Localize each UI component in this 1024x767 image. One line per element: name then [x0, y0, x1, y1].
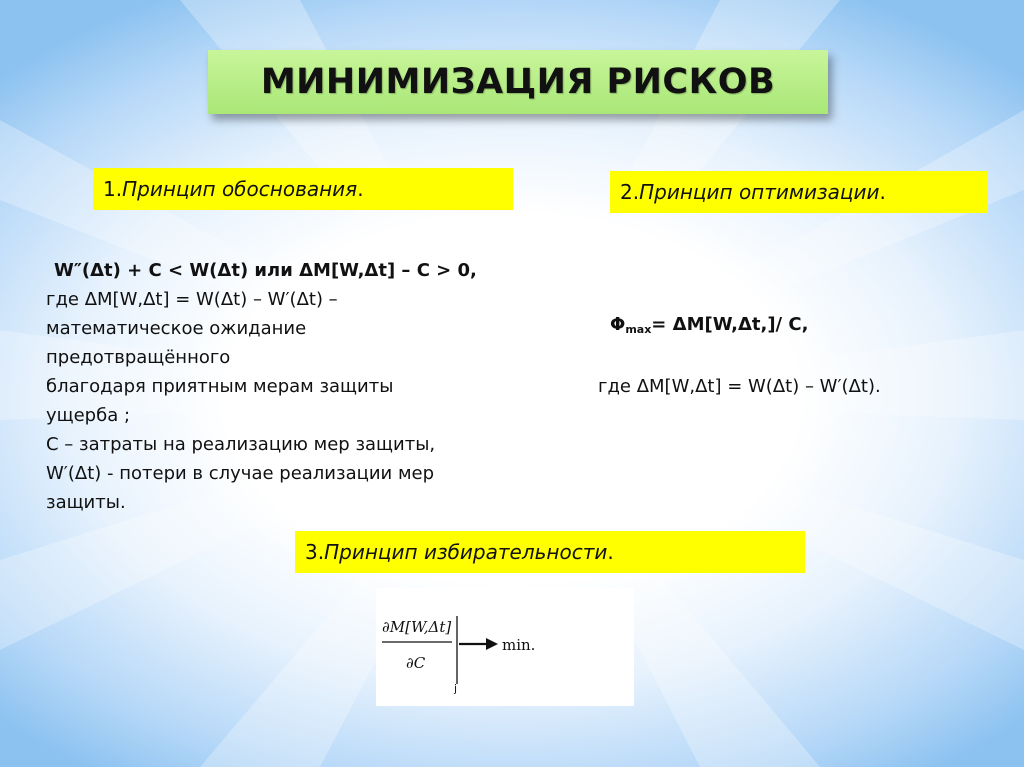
- selectivity-formula-svg: [376, 588, 634, 706]
- formula-result: min.: [502, 636, 536, 654]
- optimization-formula: [610, 314, 808, 336]
- principle-optimization-heading: [610, 171, 988, 213]
- principle-justification-heading: [93, 168, 513, 210]
- explanation-line: ущерба ;: [46, 405, 131, 426]
- explanation-line: C – затраты на реализацию мер защиты,: [46, 434, 436, 455]
- explanation-line: защиты.: [46, 492, 126, 513]
- principle-period: .: [879, 180, 886, 204]
- phi-expression: = ΔM[W,Δt,]/ C,: [651, 314, 809, 335]
- formula-denominator: ∂C: [406, 654, 426, 672]
- slide-title-banner: [208, 50, 828, 114]
- principle-selectivity-heading: [295, 531, 805, 573]
- explanation-line: предотвращённого: [46, 347, 231, 368]
- explanation-line: где ΔM[W,Δt] = W(Δt) – W′(Δt) –: [46, 289, 338, 310]
- slide-title: МИНИМИЗАЦИЯ РИСКОВ: [260, 62, 776, 102]
- explanation-line: математическое ожидание: [46, 318, 307, 339]
- principle-period: .: [607, 540, 614, 564]
- justification-explanation: [46, 256, 566, 517]
- explanation-line: благодаря приятным мерам защиты: [46, 376, 394, 397]
- justification-inequality: W″(Δt) + C < W(Δt) или ΔM[W,Δt] – C > 0,: [54, 260, 477, 281]
- principle-number: 3.: [305, 540, 325, 564]
- arrow-head: [486, 638, 498, 650]
- optimization-definition: где ΔM[W,Δt] = W(Δt) – W′(Δt).: [598, 376, 881, 397]
- formula-subscript: j: [454, 682, 458, 695]
- phi-subscript: max: [625, 323, 652, 336]
- phi-symbol: Φ: [610, 314, 626, 335]
- principle-label: Принцип обоснования: [122, 177, 358, 201]
- selectivity-formula-image: [376, 588, 634, 706]
- principle-number: 2.: [620, 180, 640, 204]
- principle-label: Принцип оптимизации: [639, 180, 880, 204]
- principle-number: 1.: [103, 177, 123, 201]
- explanation-line: W′(Δt) - потери в случае реализации мер: [46, 463, 435, 484]
- principle-period: .: [357, 177, 364, 201]
- principle-label: Принцип избирательности: [324, 540, 608, 564]
- formula-numerator: ∂M[W,Δt]: [382, 618, 452, 636]
